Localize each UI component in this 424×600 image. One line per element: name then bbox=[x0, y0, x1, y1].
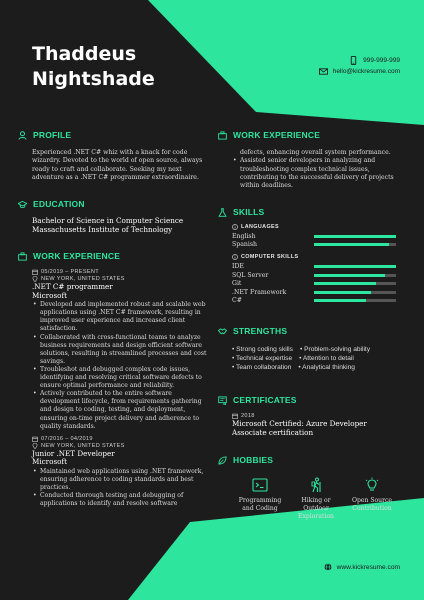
education-degree: Bachelor of Science in Computer Science bbox=[32, 216, 184, 225]
skill-level-fill bbox=[314, 282, 376, 285]
graduation-cap-icon bbox=[18, 200, 27, 209]
strengths-title: STRENGTHS bbox=[233, 326, 288, 336]
hobby-item-programming bbox=[232, 477, 288, 513]
handshake-icon bbox=[218, 327, 227, 336]
calendar-icon bbox=[32, 269, 38, 275]
certificates-heading bbox=[218, 395, 406, 405]
skill-level-fill bbox=[314, 299, 366, 302]
hiking-icon bbox=[308, 477, 324, 493]
certificate-year-text: 2018 bbox=[241, 413, 255, 419]
skill-level-bar bbox=[314, 274, 396, 277]
profile-section bbox=[18, 130, 208, 183]
job-entry-2 bbox=[18, 436, 208, 509]
profile-title: PROFILE bbox=[33, 130, 72, 140]
strengths-list bbox=[218, 345, 393, 372]
skill-row bbox=[232, 279, 406, 288]
work-experience-continued-section bbox=[218, 130, 406, 190]
skill-level-bar bbox=[314, 291, 396, 294]
strength-item: • Technical expertise bbox=[232, 355, 293, 362]
education-school: Massachusetts Institute of Technology bbox=[32, 224, 173, 234]
hobby-label: and Coding bbox=[242, 505, 278, 512]
work-experience-continued-title: WORK EXPERIENCE bbox=[233, 130, 321, 140]
hobby-label: Contribution bbox=[352, 505, 392, 512]
computer-skills-label: COMPUTER SKILLS bbox=[241, 254, 299, 261]
briefcase-icon bbox=[18, 252, 27, 261]
skill-name: IDE bbox=[232, 262, 244, 270]
education-title: EDUCATION bbox=[33, 199, 85, 209]
job1-bullet: • Collaborated with cross-functional teams to analyze business requirements and design efficient software solutions, resulting in streamlined processes and cost savings. bbox=[32, 334, 208, 366]
lightbulb-icon bbox=[364, 477, 380, 493]
skill-level-fill bbox=[314, 274, 385, 277]
job1-bullets bbox=[32, 301, 208, 431]
name-first: Thaddeus bbox=[32, 43, 137, 65]
contact-email[interactable] bbox=[319, 67, 400, 76]
job1-bullet: • Actively contributed to the entire software development lifecycle, from requirements gathering and design to coding, testing, and deployment, ensuring on-time project delivery and adherence to quality standards. bbox=[32, 390, 208, 430]
job2-dates bbox=[32, 436, 208, 442]
contact-phone bbox=[349, 56, 400, 65]
footer-website[interactable] bbox=[324, 563, 400, 571]
strength-item: • Problem-solving ability bbox=[299, 346, 371, 353]
strength-item: • Analytical thinking bbox=[298, 364, 355, 371]
skill-row bbox=[232, 288, 406, 297]
job1-company: Microsoft bbox=[32, 290, 68, 300]
work-experience-section bbox=[18, 251, 208, 508]
job2-company: Microsoft bbox=[32, 457, 68, 467]
languages-subheading bbox=[232, 224, 406, 230]
skill-level-bar bbox=[314, 265, 396, 268]
skill-row bbox=[232, 262, 406, 271]
hobbies-title: HOBBIES bbox=[233, 455, 274, 465]
job1-location-text: NEW YORK, UNITED STATES bbox=[41, 276, 125, 282]
work-experience-continued-heading bbox=[218, 130, 406, 140]
job2-continued-bullets bbox=[232, 157, 406, 189]
skills-title: SKILLS bbox=[233, 207, 265, 217]
education-section bbox=[18, 199, 208, 234]
skill-name: .NET Framework bbox=[232, 288, 287, 296]
skill-row bbox=[232, 241, 406, 250]
skills-section bbox=[218, 207, 406, 305]
work-experience-heading bbox=[18, 251, 208, 261]
job1-dates bbox=[32, 269, 208, 275]
job1-title: .NET C# programmer bbox=[32, 282, 113, 291]
skill-level-bar bbox=[314, 243, 396, 246]
email-text: hello@kickresume.com bbox=[332, 68, 400, 75]
info-icon bbox=[232, 224, 238, 230]
bottom-accent-shape bbox=[128, 498, 424, 600]
profile-text: Experienced .NET C# whiz with a knack for code wizardry. Devoted to the world of open source, always ready to craft and collaborate. Seeking my next adventure as a .NET C# programmer extraordinaire. bbox=[32, 149, 203, 182]
job1-dates-text: 05/2019 – PRESENT bbox=[41, 269, 99, 275]
job2-bullet: • Assisted senior developers in analyzing and troubleshooting complex technical issues, contributing to the successful delivery of projects within deadlines. bbox=[232, 157, 406, 189]
job2-bullets bbox=[32, 468, 208, 508]
job2-title: Junior .NET Developer bbox=[32, 448, 115, 458]
hobby-label: Open Source bbox=[351, 497, 393, 504]
hobbies-heading bbox=[218, 455, 406, 465]
profile-heading bbox=[18, 130, 208, 140]
job2-bullet: • Conducted thorough testing and debugging of applications to identify and resolve software bbox=[32, 492, 208, 508]
certificate-name-line1: Microsoft Certified: Azure Developer bbox=[232, 419, 367, 428]
flask-icon bbox=[218, 208, 227, 217]
info-icon bbox=[232, 254, 238, 260]
languages-label: LANGUAGES bbox=[241, 224, 280, 230]
calendar-icon bbox=[32, 436, 38, 442]
location-pin-icon bbox=[32, 443, 38, 449]
job1-bullet: • Troubleshot and debugged complex code issues, identifying and resolving critical software defects to ensure optimal performance and reliability. bbox=[32, 366, 208, 390]
phone-text: 999-999-999 bbox=[363, 57, 400, 64]
strength-item: • Attention to detail bbox=[299, 355, 354, 362]
job-entry-1 bbox=[18, 269, 208, 431]
hobby-item-open-source bbox=[344, 477, 400, 513]
hobby-label: Outdoor bbox=[303, 505, 329, 512]
email-icon bbox=[319, 67, 328, 76]
strengths-section bbox=[218, 326, 406, 372]
job2-location-text: NEW YORK, UNITED STATES bbox=[41, 442, 125, 449]
briefcase-icon bbox=[218, 131, 227, 140]
skill-name: Git bbox=[232, 280, 242, 288]
skill-name: Spanish bbox=[232, 241, 258, 249]
job2-continued-line: defects, enhancing overall system performance. bbox=[240, 149, 391, 156]
hobby-label: Programming bbox=[238, 497, 282, 504]
skill-level-bar bbox=[314, 299, 396, 302]
person-icon bbox=[18, 131, 27, 140]
job1-bullet: • Developed and implemented robust and scalable web applications using .NET C# framework, resulting in improved user experience and increased client satisfaction. bbox=[32, 301, 208, 333]
work-experience-title: WORK EXPERIENCE bbox=[33, 251, 121, 261]
skill-name: C# bbox=[232, 297, 242, 305]
skill-level-fill bbox=[314, 235, 396, 238]
skill-level-fill bbox=[314, 291, 371, 294]
hobby-label: Hiking or bbox=[301, 497, 331, 504]
certificate-icon bbox=[218, 396, 227, 405]
leaf-icon bbox=[218, 456, 227, 465]
hobby-item-hiking bbox=[288, 477, 344, 521]
job2-location bbox=[32, 443, 208, 449]
certificates-section bbox=[218, 395, 406, 437]
skill-row bbox=[232, 271, 406, 280]
globe-icon bbox=[324, 563, 332, 571]
certificate-name-line2: Associate certification bbox=[232, 427, 314, 437]
strength-item: • Strong coding skills bbox=[232, 346, 293, 353]
hobbies-section bbox=[218, 455, 406, 465]
terminal-icon bbox=[252, 477, 268, 493]
skill-name: English bbox=[232, 232, 256, 240]
computer-skills-list bbox=[232, 262, 406, 305]
skills-heading bbox=[218, 207, 406, 217]
job2-dates-text: 07/2016 – 04/2019 bbox=[41, 435, 93, 442]
skill-level-fill bbox=[314, 243, 389, 246]
certificates-title: CERTIFICATES bbox=[233, 395, 297, 405]
job2-bullet: • Maintained web applications using .NET framework, ensuring adherence to coding standards and best practices. bbox=[32, 468, 208, 492]
skill-row bbox=[232, 232, 406, 241]
strength-item: • Team collaboration bbox=[232, 364, 292, 371]
skill-level-fill bbox=[314, 265, 396, 268]
languages-list bbox=[232, 232, 406, 249]
phone-icon bbox=[349, 56, 358, 65]
skill-name: SQL Server bbox=[232, 271, 269, 279]
strengths-heading bbox=[218, 326, 406, 336]
website-text: www.kickresume.com bbox=[336, 563, 400, 571]
candidate-name bbox=[32, 42, 155, 92]
skill-level-bar bbox=[314, 235, 396, 238]
skill-level-bar bbox=[314, 282, 396, 285]
computer-skills-subheading bbox=[232, 254, 406, 260]
name-last: Nightshade bbox=[32, 68, 155, 90]
hobby-label: Exploration bbox=[298, 513, 334, 520]
education-heading bbox=[18, 199, 208, 209]
skill-row bbox=[232, 297, 406, 306]
